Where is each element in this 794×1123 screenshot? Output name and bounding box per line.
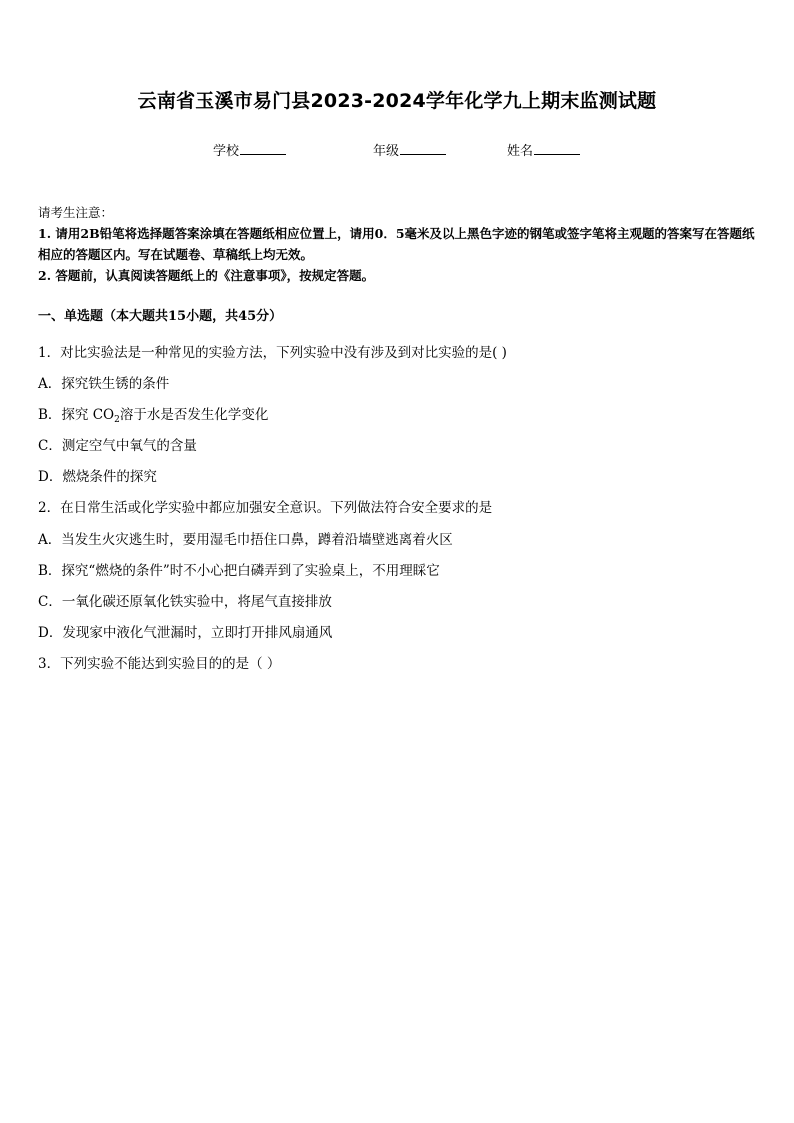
question-1-option-c: C．测定空气中氧气的含量	[38, 438, 197, 454]
co2-subscript: 2	[114, 415, 120, 425]
question-2-option-b: B．探究“燃烧的条件”时不小心把白磷弄到了实验桌上，不用理睬它	[38, 563, 440, 579]
grade-label: 年级	[373, 144, 400, 159]
notice-item-2: 2. 答题前，认真阅读答题纸上的《注意事项》，按规定答题。	[38, 268, 375, 283]
question-1-option-b	[38, 403, 268, 423]
name-field	[507, 140, 580, 159]
question-2-option-c: C．一氧化碳还原氧化铁实验中，将尾气直接排放	[38, 594, 332, 610]
exam-title: 云南省玉溪市易门县2023-2024学年化学九上期末监测试题	[137, 90, 657, 112]
school-blank	[240, 142, 286, 155]
school-field	[213, 140, 286, 159]
grade-blank	[400, 142, 446, 155]
grade-field	[373, 140, 446, 159]
question-2-stem: 2．在日常生活或化学实验中都应加强安全意识。下列做法符合安全要求的是	[38, 500, 493, 516]
question-2-option-d: D．发现家中液化气泄漏时，立即打开排风扇通风	[38, 625, 333, 641]
question-1-stem: 1．对比实验法是一种常见的实验方法，下列实验中没有涉及到对比实验的是( )	[38, 345, 507, 361]
section-heading: 一、单选题（本大题共15小题，共45分）	[38, 309, 283, 324]
notice-heading: 请考生注意：	[38, 205, 114, 220]
option-b-text-start: B．探究 CO	[38, 407, 115, 423]
question-1-option-a: A．探究铁生锈的条件	[38, 376, 170, 392]
question-1-option-d: D．燃烧条件的探究	[38, 469, 157, 485]
question-2-option-a: A．当发生火灾逃生时，要用湿毛巾捂住口鼻，蹲着沿墙壁逃离着火区	[38, 532, 453, 548]
school-label: 学校	[213, 144, 240, 159]
name-label: 姓名	[507, 144, 534, 159]
exam-notice	[38, 202, 760, 286]
notice-item-1: 1. 请用2B铅笔将选择题答案涂填在答题纸相应位置上，请用0．5毫米及以上黑色字迹的钢笔或签字笔将主观题的答案写在答题纸相应的答题区内。写在试题卷、草稿纸上均无效。	[38, 226, 755, 262]
question-3-stem: 3．下列实验不能达到实验目的的是（ ）	[38, 656, 281, 672]
student-info-fields	[0, 140, 794, 160]
name-blank	[534, 142, 580, 155]
option-b-text-end: 溶于水是否发生化学变化	[119, 407, 269, 423]
